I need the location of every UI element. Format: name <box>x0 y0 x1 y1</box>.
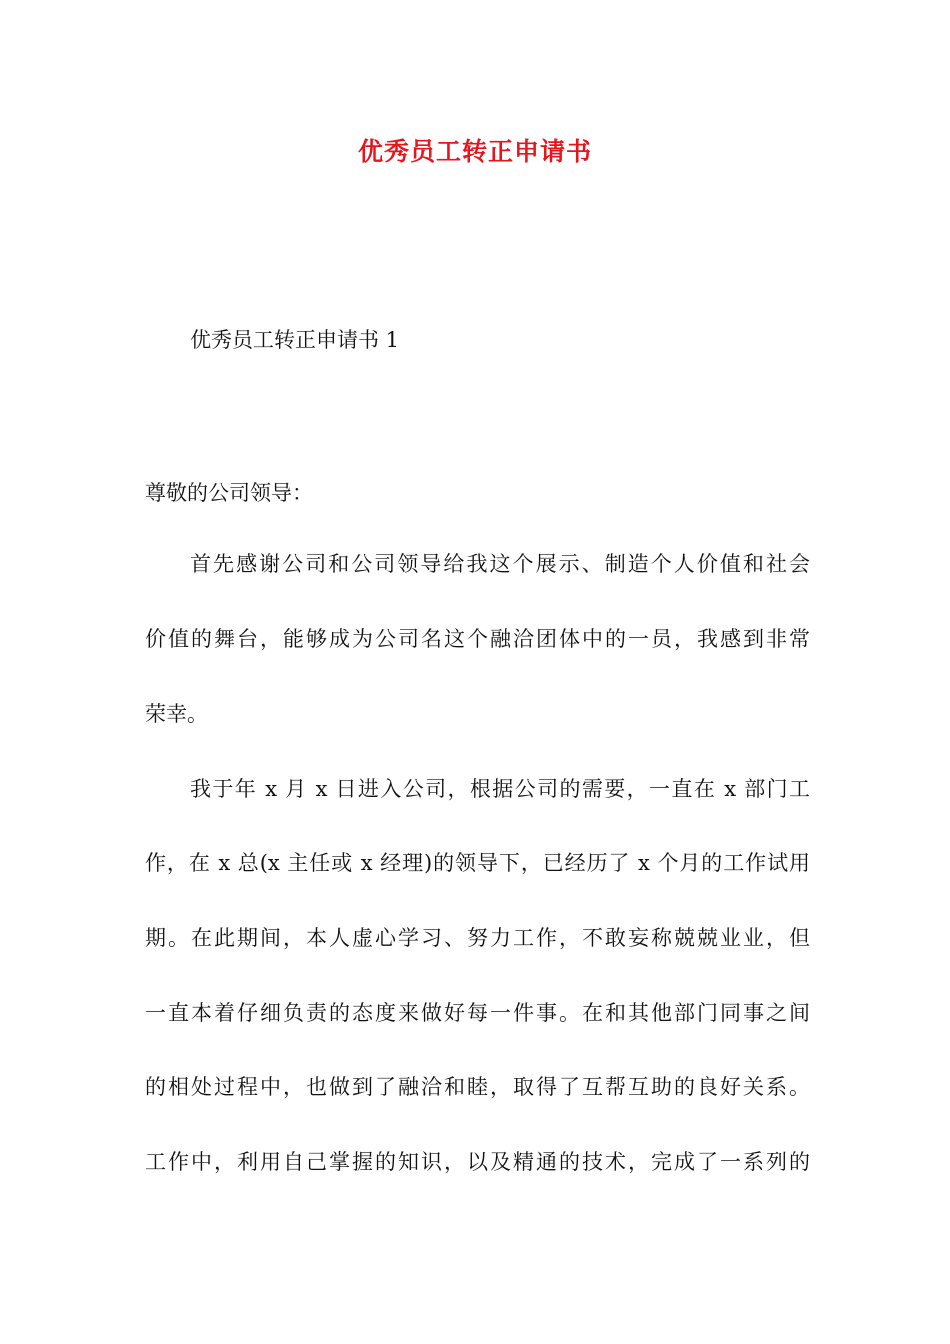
paragraph-line: 我于年 x 月 x 日进入公司，根据公司的需要，一直在 x 部门工 <box>190 777 810 801</box>
document-subtitle: 优秀员工转正申请书 1 <box>190 328 400 352</box>
paragraph-line: 作，在 x 总(x 主任或 x 经理)的领导下，已经历了 x 个月的工作试用 <box>145 851 810 875</box>
paragraph-line: 首先感谢公司和公司领导给我这个展示、制造个人价值和社会 <box>190 552 810 576</box>
paragraph-line: 价值的舞台，能够成为公司名这个融洽团体中的一员，我感到非常 <box>145 627 810 651</box>
document-title: 优秀员工转正申请书 <box>357 137 592 166</box>
paragraph-line: 一直本着仔细负责的态度来做好每一件事。在和其他部门同事之间 <box>145 1001 810 1025</box>
paragraph-line: 的相处过程中，也做到了融洽和睦，取得了互帮互助的良好关系。 <box>145 1075 810 1099</box>
paragraph-line: 期。在此期间，本人虚心学习、努力工作，不敢妄称兢兢业业，但 <box>145 926 810 950</box>
salutation: 尊敬的公司领导： <box>145 481 313 505</box>
paragraph-line: 工作中，利用自己掌握的知识，以及精通的技术，完成了一系列的 <box>145 1150 810 1174</box>
paragraph-line: 荣幸。 <box>145 702 208 726</box>
